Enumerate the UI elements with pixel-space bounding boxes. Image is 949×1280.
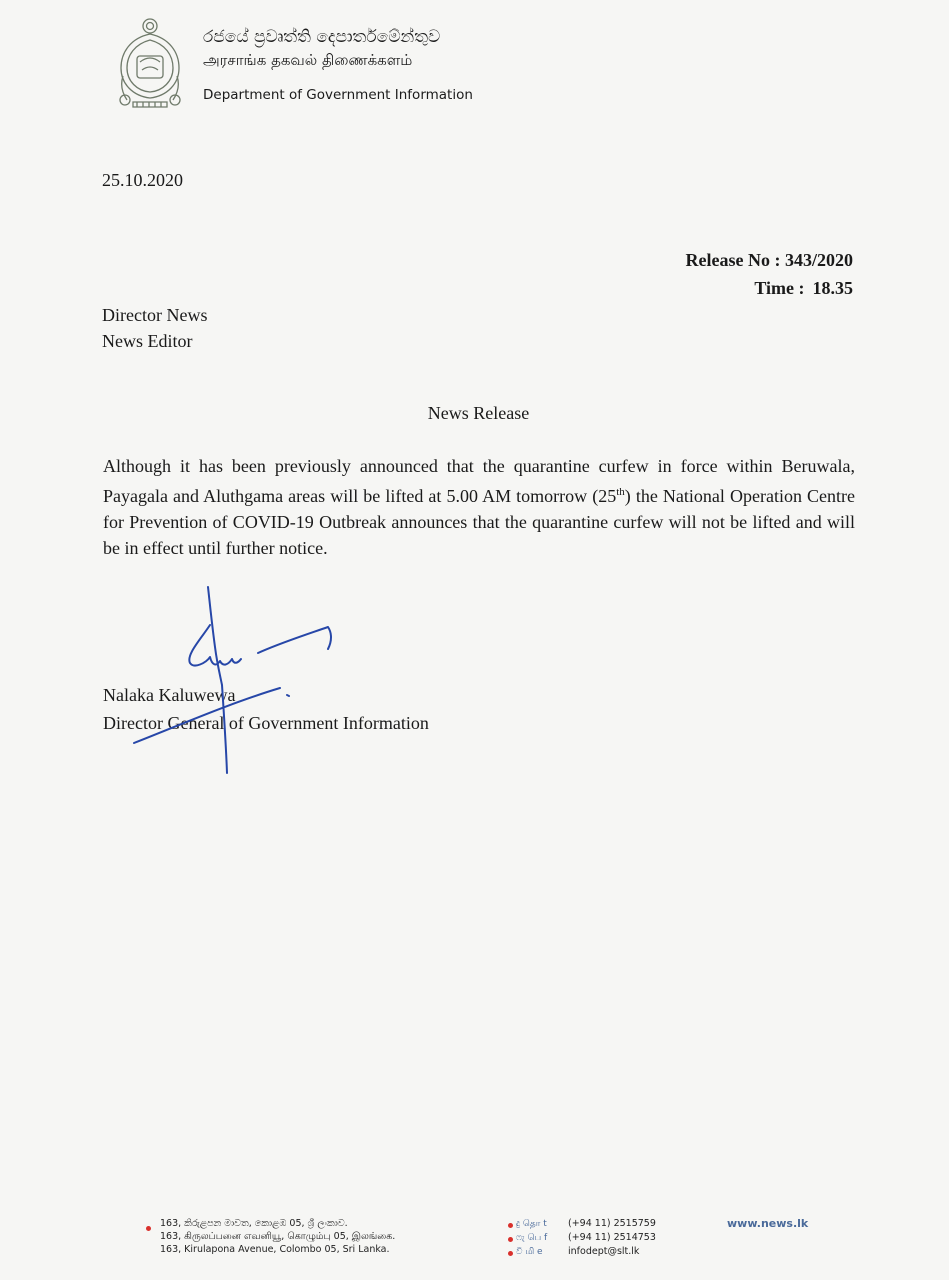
letterhead-sinhala: රජයේ ප්‍රවෘත්ති දෙපාර්තමේන්තුව xyxy=(203,27,441,47)
release-info xyxy=(686,246,853,302)
handwritten-signature xyxy=(120,585,350,775)
email-value: infodept@slt.lk xyxy=(568,1246,640,1257)
footer-website: www.news.lk xyxy=(727,1217,809,1230)
body-superscript: th xyxy=(616,486,625,498)
signer-name: Nalaka Kaluwewa xyxy=(103,685,236,705)
release-body xyxy=(103,453,855,561)
signer-title: Director General of Government Information xyxy=(103,713,429,733)
body-part-2: ) the National Operation Centre for Prevention of COVID-19 Outbreak announces that the quarantine curfew will not be lifted and will be in effect until further notice. xyxy=(103,486,856,558)
release-time-value: 18.35 xyxy=(812,278,853,298)
contact-phone xyxy=(516,1217,656,1231)
footer-bullet xyxy=(146,1226,151,1231)
address-line: 163, கிருலப்பனை எவனியூ, கொழும்பு 05, இலங்கை. xyxy=(160,1231,396,1242)
letter-footer xyxy=(0,1215,949,1265)
release-time xyxy=(686,274,853,302)
fax-value: (+94 11) 2514753 xyxy=(568,1232,656,1243)
address-line: 163, කිරුළපන මාවත, කොළඹ 05, ශ්‍රී ලංකාව. xyxy=(160,1218,348,1229)
letter-date: 25.10.2020 xyxy=(102,170,183,190)
addressee-line: Director News xyxy=(102,305,208,325)
footer-contacts xyxy=(516,1217,656,1259)
release-time-label: Time : xyxy=(754,278,805,298)
addressee xyxy=(102,302,207,354)
sri-lanka-emblem-icon xyxy=(113,14,187,110)
footer-bullet xyxy=(508,1251,513,1256)
letterhead-tamil: அரசாங்க தகவல் திணைக்களம் xyxy=(203,51,413,69)
contact-email xyxy=(516,1245,656,1259)
contact-fax xyxy=(516,1231,656,1245)
letterhead-english: Department of Government Information xyxy=(203,87,473,103)
fax-label: ෆැ பெ f xyxy=(516,1233,548,1243)
address-line: 163, Kirulapona Avenue, Colombo 05, Sri Lanka. xyxy=(160,1244,390,1255)
phone-label: දු தொ t xyxy=(516,1219,547,1229)
footer-address xyxy=(160,1217,395,1256)
footer-bullet xyxy=(508,1237,513,1242)
body-part-1: Although it has been previously announced that the quarantine curfew in force within Beruwala, Payagala and Aluthgama areas will be lifted at 5.00 AM tomorrow (25 xyxy=(103,456,855,506)
document-heading: News Release xyxy=(427,403,530,423)
email-label: වි மி e xyxy=(516,1247,543,1257)
addressee-line: News Editor xyxy=(102,331,193,351)
footer-bullet xyxy=(508,1223,513,1228)
phone-value: (+94 11) 2515759 xyxy=(568,1218,656,1229)
release-number: Release No : 343/2020 xyxy=(685,250,853,270)
